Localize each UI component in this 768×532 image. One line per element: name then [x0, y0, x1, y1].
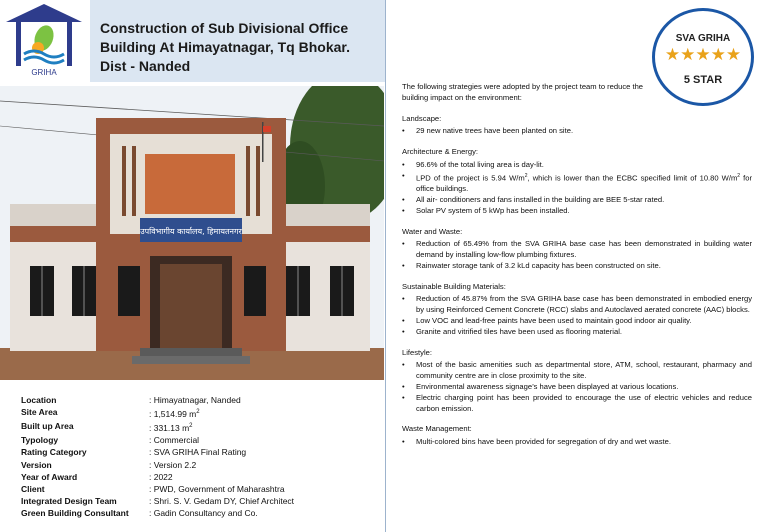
bullet-item: • Reduction of 65.49% from the SVA GRIHA base case has been demonstrated in building water demand by installing low-flow plumbing fixtures. [402, 239, 752, 261]
strategy-sections [402, 114, 752, 448]
info-row [21, 394, 294, 406]
building-sign-text: उपविभागीय कार्यालय, हिमायतनगर [140, 227, 242, 236]
info-row [21, 446, 294, 458]
info-label: Year of Award [21, 471, 78, 482]
info-value: : 1,514.99 $m^2$ [149, 409, 200, 420]
bullet-item: • Electric charging point has been provided to encourage the use of electric vehicles and reduce carbon emission. [402, 393, 752, 415]
section-title: Lifestyle: [402, 347, 432, 357]
bullet-item: • Low VOC and lead-free paints have been used to maintain good indoor air quality. [402, 316, 752, 327]
bullet-item: • Rainwater storage tank of 3.2 kLd capacity has been constructed on site. [402, 261, 752, 272]
info-label: Site Area [21, 407, 58, 418]
info-row [21, 507, 294, 519]
column-divider [385, 0, 386, 532]
strategy-section [402, 227, 752, 272]
info-value: : 2022 [149, 471, 173, 482]
section-title: Sustainable Building Materials: [402, 281, 506, 291]
bullet-list [402, 294, 752, 337]
badge-rating: 5 STAR [683, 74, 723, 86]
bullet-list [402, 437, 752, 448]
logo-text: GRIHA [31, 68, 57, 77]
building-photo [0, 86, 384, 380]
info-value: : Himayatnagar, Nanded [149, 395, 241, 405]
page-title [100, 19, 380, 76]
section-title: Landscape: [402, 113, 442, 123]
info-value: : Shri. S. V. Gedam DY, Chief Architect [149, 496, 295, 507]
bullet-item: • LPD of the project is 5.94 $W/m^2$, which is lower than the ECBC specified limit of 10.80 $W/m^2$ for office buildings. [402, 171, 752, 195]
intro-text: The following strategies were adopted by the project team to reduce the building impact on the environment: [402, 82, 644, 102]
info-label: Location [21, 395, 57, 405]
section-title: Architecture & Energy: [402, 147, 478, 157]
title-line-1: Construction of Sub Divisional Office [100, 20, 349, 36]
info-label: Rating Category [21, 447, 87, 458]
info-label: Client [21, 484, 45, 495]
info-row [21, 420, 294, 434]
info-label: Version [21, 459, 52, 470]
strategies-content [402, 82, 752, 448]
info-row [21, 459, 294, 471]
strategy-section [402, 147, 752, 216]
info-row [21, 483, 294, 495]
info-value: : Version 2.2 [149, 459, 197, 470]
strategy-section [402, 282, 752, 338]
info-value: : SVA GRIHA Final Rating [149, 447, 247, 458]
bullet-item: • Solar PV system of 5 kWp has been installed. [402, 206, 752, 217]
bullet-list [402, 160, 752, 217]
strategy-section [402, 348, 752, 415]
info-row [21, 471, 294, 483]
strategy-section [402, 114, 752, 138]
griha-logo-icon [4, 2, 84, 78]
bullet-item: • Reduction of 45.87% from the SVA GRIHA base case has been demonstrated in embodied energy by using Reinforced Cement Concrete (RCC) slabs and Autoclaved aerated concrete (AAC) blocks. [402, 294, 752, 316]
section-title: Waste Management: [402, 424, 472, 434]
bullet-list [402, 126, 752, 137]
bullet-list [402, 360, 752, 414]
info-value: : 331.13 $m^2$ [149, 423, 193, 434]
bullet-item: • Most of the basic amenities such as departmental store, ATM, school, restaurant, pharmacy and community centre are in close proximity to the site. [402, 360, 752, 382]
info-label: Built up Area [21, 421, 74, 432]
bullet-item: • All air- conditioners and fans installed in the building are BEE 5-star rated. [402, 195, 752, 206]
info-label: Green Building Consultant [21, 508, 129, 519]
bullet-list [402, 239, 752, 271]
info-label: Typology [21, 435, 59, 446]
bullet-item: • 96.6% of the total living area is day-lit. [402, 160, 752, 171]
title-line-3: Dist - Nanded [100, 58, 191, 74]
title-line-2: Building At Himayatnagar, Tq Bhokar. [100, 39, 350, 55]
info-value: : Gadin Consultancy and Co. [149, 508, 258, 519]
badge-title: SVA GRIHA [675, 33, 731, 44]
bullet-item: • Granite and vitrified tiles have been used as flooring material. [402, 327, 752, 338]
info-label: Integrated Design Team [21, 496, 117, 507]
strategy-section [402, 424, 752, 448]
star-rating-icon: ★★★★★ [664, 45, 742, 64]
bullet-item: • Environmental awareness signage’s have been displayed at various locations. [402, 382, 752, 393]
info-row [21, 434, 294, 446]
griha-logo [0, 0, 90, 82]
info-row [21, 495, 294, 507]
project-info-table [21, 394, 294, 520]
bullet-item: • 29 new native trees have been planted on site. [402, 126, 752, 137]
bullet-item: • Multi-colored bins have been provided for segregation of dry and wet waste. [402, 437, 752, 448]
info-value: : PWD, Government of Maharashtra [149, 484, 285, 495]
info-value: : Commercial [149, 435, 200, 446]
section-title: Water and Waste: [402, 226, 463, 236]
info-row [21, 406, 294, 420]
